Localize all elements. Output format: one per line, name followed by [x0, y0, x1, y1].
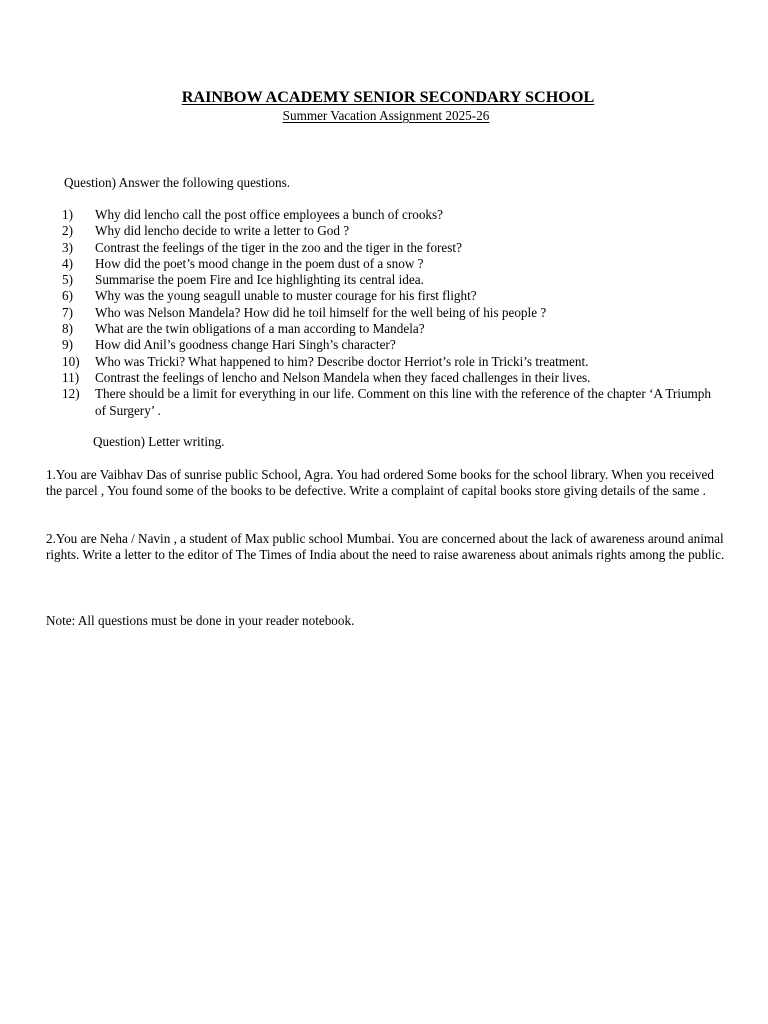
question-text: Summarise the poem Fire and Ice highlighting its central idea.	[95, 272, 424, 288]
school-name-title: RAINBOW ACADEMY SENIOR SECONDARY SCHOOL	[181, 88, 595, 106]
question-list	[62, 207, 722, 419]
question-text: There should be a limit for everything in our life. Comment on this line with the reference of the chapter ‘A Triumph of Surgery’ .	[95, 386, 711, 418]
question-number: 5)	[62, 272, 73, 288]
question-item	[62, 256, 722, 272]
question-item	[62, 321, 722, 337]
question-number: 11)	[62, 369, 80, 385]
question-number: 6)	[62, 288, 73, 304]
question-text: How did the poet’s mood change in the poem dust of a snow ?	[95, 255, 424, 271]
letter-prompt-2: 2.You are Neha / Navin , a student of Max public school Mumbai. You are concerned about the lack of awareness around animal rights. Write a letter to the editor of The Times of India about the need to raise awareness about animals rights among the public.	[46, 531, 725, 563]
question-text: Why did lencho call the post office employees a bunch of crooks?	[95, 207, 444, 222]
question-item	[62, 337, 722, 353]
question-text: Contrast the feelings of lencho and Nelson Mandela when they faced challenges in their lives.	[95, 369, 591, 385]
question-item	[62, 207, 722, 223]
question-item	[62, 240, 722, 256]
question-item	[62, 272, 722, 288]
question-text: Contrast the feelings of the tiger in the zoo and the tiger in the forest?	[95, 239, 462, 255]
question-number: 10)	[62, 353, 80, 369]
letter-section-heading: Question) Letter writing.	[93, 434, 225, 449]
question-number: 4)	[62, 255, 73, 271]
note-text: Note: All questions must be done in your reader notebook.	[46, 613, 355, 628]
question-text: How did Anil’s goodness change Hari Singh’s character?	[95, 337, 396, 353]
question-item	[62, 386, 722, 419]
question-number: 3)	[62, 239, 73, 255]
question-number: 1)	[62, 207, 73, 222]
assignment-subtitle: Summer Vacation Assignment 2025-26	[282, 108, 490, 123]
question-text: Why was the young seagull unable to muster courage for his first flight?	[95, 288, 477, 304]
question-number: 9)	[62, 337, 73, 353]
question-text: Why did lencho decide to write a letter to God ?	[95, 223, 350, 239]
question-item	[62, 288, 722, 304]
question-number: 12)	[62, 386, 80, 402]
question-item	[62, 354, 722, 370]
question-number: 8)	[62, 321, 73, 337]
question-text: Who was Nelson Mandela? How did he toil himself for the well being of his people ?	[95, 304, 547, 320]
question-text: Who was Tricki? What happened to him? Describe doctor Herriot’s role in Tricki’s treatment.	[95, 353, 589, 369]
question-text: What are the twin obligations of a man according to Mandela?	[95, 321, 425, 337]
question-number: 7)	[62, 304, 73, 320]
question-item	[62, 223, 722, 239]
question-item	[62, 305, 722, 321]
question-item	[62, 370, 722, 386]
question-number: 2)	[62, 223, 73, 239]
questions-section-heading: Question) Answer the following questions.	[64, 175, 290, 190]
letter-prompt-1: 1.You are Vaibhav Das of sunrise public School, Agra. You had ordered Some books for the school library. When you received the parcel , You found some of the books to be defective. Write a complaint of capital books store giving details of the same .	[46, 467, 714, 499]
